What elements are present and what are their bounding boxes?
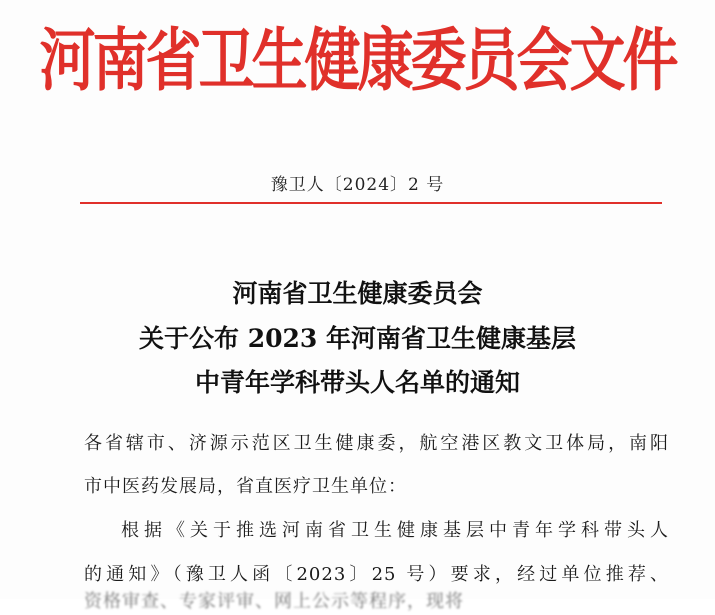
document-number: 豫卫人〔2024〕2 号	[270, 175, 445, 195]
agency-file-title: 河南省卫生健康委员会文件	[39, 21, 676, 101]
addressee-line-1: 各省辖市、济源示范区卫生健康委，航空港区教文卫体局，南阳	[84, 433, 669, 454]
paragraph-1-line-2: 的通知》（豫卫人函〔2023〕25 号）要求，经过单位推荐、	[84, 564, 669, 585]
notice-title-line-2: 关于公布 2023 年河南省卫生健康基层	[139, 324, 576, 353]
notice-title-line-3: 中青年学科带头人名单的通知	[194, 368, 520, 397]
addressee-line-2: 市中医药发展局，省直医疗卫生单位：	[84, 476, 407, 497]
paragraph-1-line-1: 根据《关于推选河南省卫生健康基层中青年学科带头人	[121, 520, 669, 541]
red-divider-line	[80, 202, 662, 204]
paragraph-1-line-3-cut-off: 资格审查、专家评审、网上公示等程序，现将	[84, 591, 464, 612]
notice-title-line-1: 河南省卫生健康委员会	[232, 279, 483, 308]
